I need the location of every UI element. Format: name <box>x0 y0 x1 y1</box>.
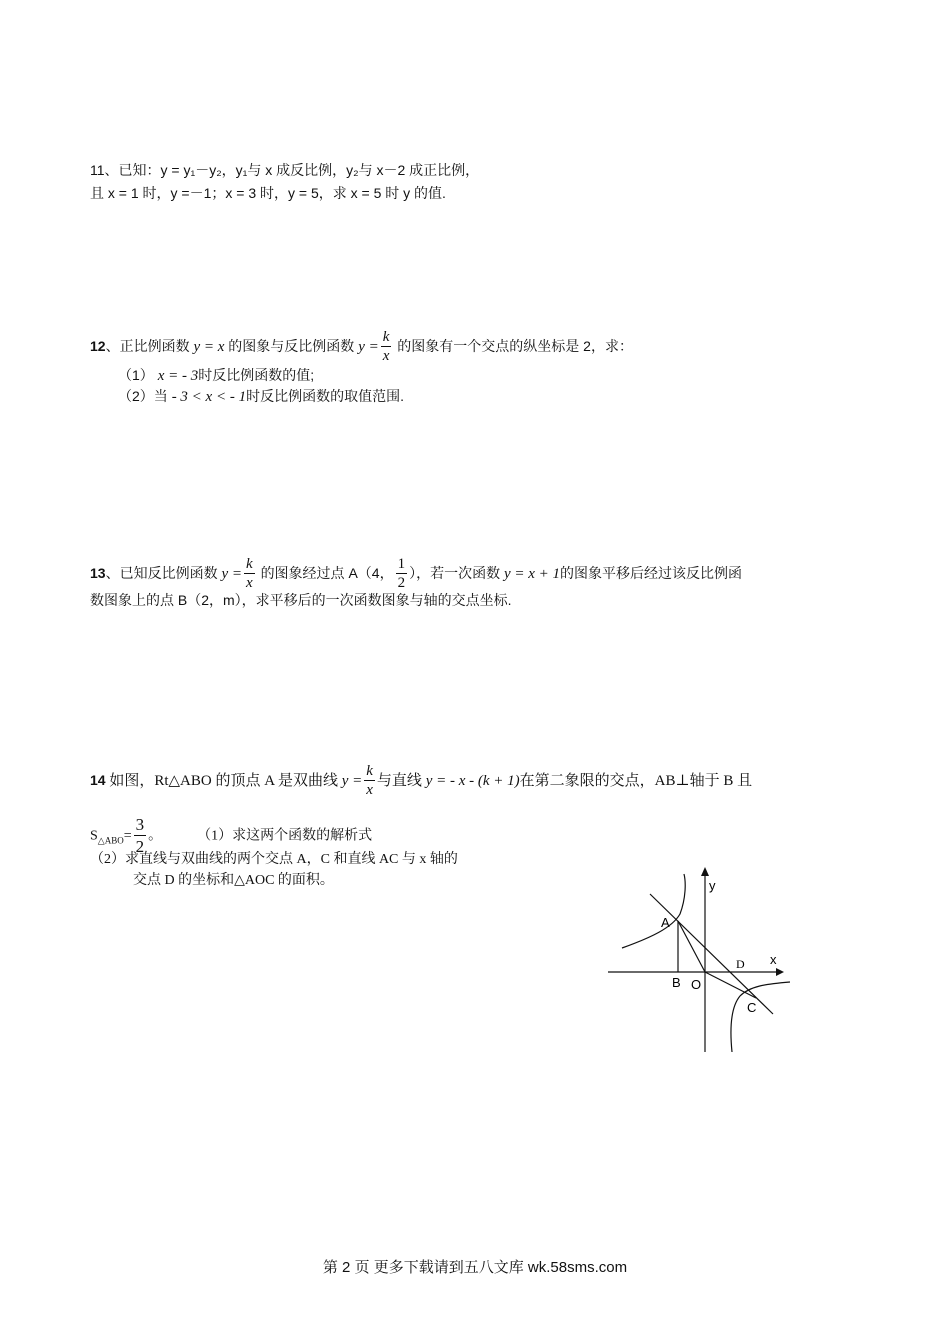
hyperbola-branch-right <box>731 982 790 1052</box>
q12-fraction-k-over-x <box>381 328 392 365</box>
q13-fraction-k-over-x <box>244 555 255 592</box>
segment-oc <box>705 972 756 998</box>
q14-number: 14 <box>90 771 106 788</box>
q12-stem <box>90 329 633 366</box>
q14-part-2-line-2: 交点 D 的坐标和△AOC 的面积。 <box>133 873 334 888</box>
segment-ao <box>678 921 705 972</box>
q14-area-denominator: 2 <box>135 837 145 856</box>
q13-text-4: 的图象平移后经过该反比例函 <box>560 565 743 582</box>
q12-sub-2-label: （2）当 <box>118 388 168 404</box>
label-x: x <box>770 952 777 967</box>
q13-half-denominator: 2 <box>397 575 406 591</box>
q12-number: 12 <box>90 338 106 355</box>
label-c: C <box>747 1000 757 1015</box>
q13-number: 13 <box>90 565 106 582</box>
q14-frac-numerator: k <box>366 763 373 779</box>
q12-sub-2 <box>118 386 404 407</box>
q12-text-3: 的图象有一个交点的纵坐标是 2，求： <box>397 338 633 355</box>
q14-text-2: 与直线 <box>376 772 422 789</box>
label-d: D <box>736 957 745 971</box>
q14-fraction-k-over-x <box>364 762 375 799</box>
q13-line-2: 数图象上的点 B（2，m），求平移后的一次函数图象与轴的交点坐标. <box>90 592 512 608</box>
label-o: O <box>691 977 702 992</box>
q14-graph <box>600 862 800 1062</box>
q14-frac-denominator: x <box>366 782 373 798</box>
q13-stem <box>90 556 742 593</box>
q12-sub-2-text: 时反比例函数的取值范围. <box>246 388 404 404</box>
q12-sub-1-text: 时反比例函数的值; <box>198 367 315 383</box>
q14-text-1: 如图，Rt△ABO 的顶点 A 是双曲线 <box>105 772 338 789</box>
q12-sub-2-eq: - 3 < x < - 1 <box>171 389 247 405</box>
q13-fraction-half <box>396 555 408 592</box>
q14-text-3: 在第二象限的交点，AB⊥轴于 B 且 <box>519 772 753 789</box>
q13-eq-y: y = <box>221 566 242 583</box>
hyperbola-branch-left <box>622 874 685 948</box>
q12-frac-denominator: x <box>382 348 390 364</box>
q12-sub-1-eq: x = - 3 <box>157 368 199 384</box>
q12-sub-1 <box>118 365 314 386</box>
q12-frac-numerator: k <box>382 329 390 345</box>
q14-eq-y: y = <box>341 772 363 789</box>
q14-part-1: （1）求这两个函数的解析式 <box>197 828 373 844</box>
q11-line-2: 且 x = 1 时，y =－1；x = 3 时，y = 5，求 x = 5 时 y 的值. <box>90 185 446 201</box>
q13-text-3: ），若一次函数 <box>409 565 501 582</box>
q12-eq-y: y = <box>358 339 379 356</box>
label-a: A <box>661 915 670 930</box>
line-ac <box>650 894 773 1014</box>
q12-eq-direct: y = x <box>193 339 225 356</box>
x-axis-arrow-icon <box>776 968 784 976</box>
q14-area-numerator: 3 <box>135 815 145 834</box>
q12-text-1: 、正比例函数 <box>105 338 190 355</box>
q13-frac-numerator: k <box>246 556 253 572</box>
q12-sub-1-label: （1） <box>118 367 154 383</box>
q13-half-numerator: 1 <box>397 556 406 572</box>
q13-frac-denominator: x <box>246 575 253 591</box>
y-axis-arrow-icon <box>701 867 709 876</box>
q12-text-2: 的图象与反比例函数 <box>228 338 355 355</box>
q14-stem <box>90 763 752 800</box>
q13-text-2: 的图象经过点 A（4， <box>260 565 394 582</box>
q14-area-end: 。 <box>148 828 163 844</box>
q14-eq-line: y = - x - (k + 1) <box>425 772 520 789</box>
page-footer: 第 2 页 更多下载请到五八文库 wk.58sms.com <box>322 1259 628 1276</box>
q14-area-sub: △ABO <box>97 835 124 846</box>
label-y: y <box>709 878 716 893</box>
q13-text-1: 、已知反比例函数 <box>105 565 218 582</box>
q14-area-s: S <box>90 828 98 844</box>
q14-area-eq: = <box>123 828 132 844</box>
q11-line-1: 11、已知：y = y₁－y₂，y₁与 x 成反比例，y₂与 x－2 成正比例， <box>90 162 480 178</box>
q13-eq-linear: y = x + 1 <box>503 566 561 583</box>
label-b: B <box>672 975 681 990</box>
q14-part-2-line-1: （2）求直线与双曲线的两个交点 A，C 和直线 AC 与 x 轴的 <box>90 852 458 867</box>
